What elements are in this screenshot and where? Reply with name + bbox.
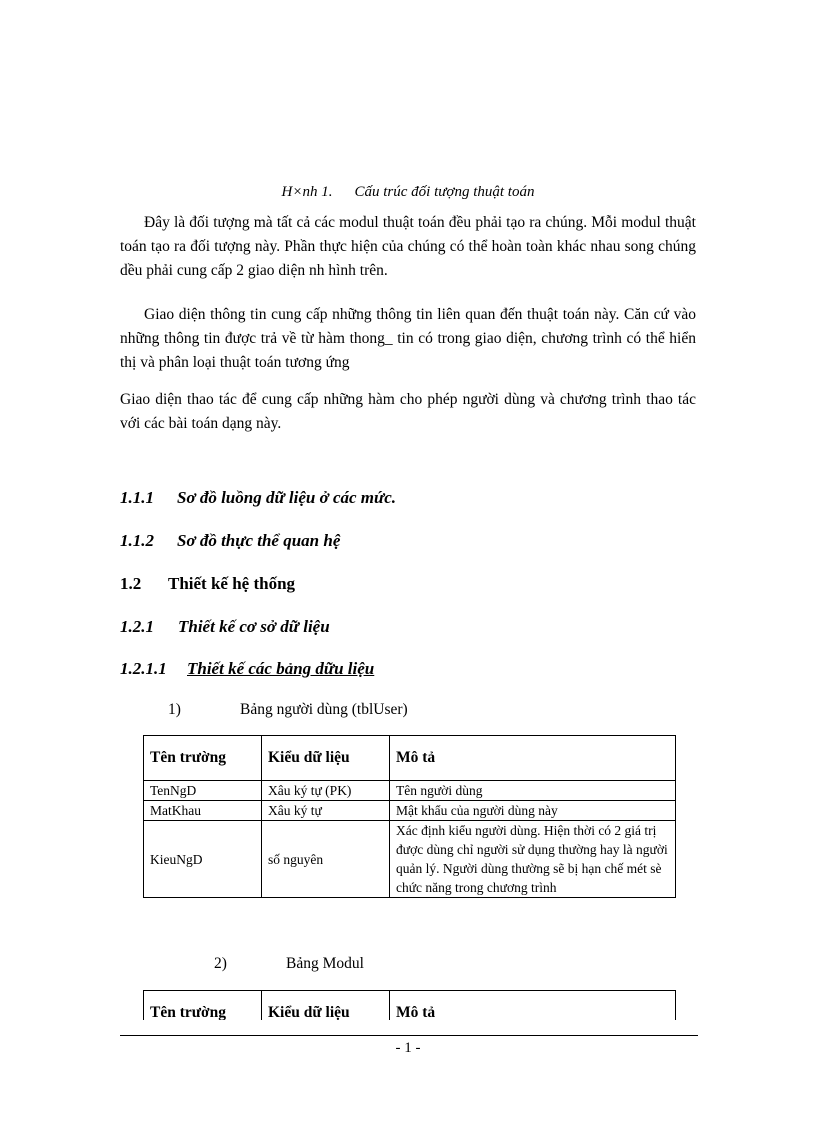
heading-number: 1.2	[120, 574, 142, 593]
list-text: Bảng người dùng (tblUser)	[240, 701, 408, 718]
footer-divider	[120, 1035, 698, 1036]
heading-text: Sơ đồ thực thể quan hệ	[177, 531, 341, 550]
modul-table	[143, 990, 676, 1020]
list-text: Bảng Modul	[286, 955, 364, 972]
table-header-cell: Tên trường	[144, 736, 262, 781]
table-row	[144, 781, 676, 801]
figure-caption-text: Cấu trúc đối tượng thuật toán	[354, 184, 535, 200]
table-header-cell: Tên trường	[144, 991, 262, 1021]
heading-1-2	[120, 574, 295, 594]
modul-table-fragment	[140, 990, 685, 1020]
heading-number: 1.2.1	[120, 617, 154, 636]
figure-caption	[0, 184, 816, 201]
heading-number: 1.1.2	[120, 531, 154, 550]
table-header-cell: Kiểu dữ liệu	[262, 736, 390, 781]
heading-text: Thiết kế các bảng dữu liệu	[187, 659, 375, 678]
table-row	[144, 821, 676, 898]
table-cell: số nguyên	[262, 821, 390, 898]
table-cell: MatKhau	[144, 801, 262, 821]
page-number: - 1 -	[395, 1040, 421, 1056]
heading-number: 1.2.1.1	[120, 659, 167, 678]
list-item-1	[168, 701, 408, 719]
table-cell: Xâu ký tự (PK)	[262, 781, 390, 801]
table-header-row	[144, 991, 676, 1021]
heading-1-1-1	[120, 488, 396, 508]
paragraph-3: Giao diện thao tác để cung cấp những hàm cho phép người dùng và chương trình thao tác với các bài toán dạng này.	[120, 391, 696, 432]
table-cell: TenNgD	[144, 781, 262, 801]
list-item-2	[214, 955, 364, 973]
paragraph-1: Đây là đối tượng mà tất cả các modul thuật toán đều phải tạo ra chúng. Mỗi modul thuật toán tạo ra đối tượng này. Phần thực hiện của chúng có thể hoàn toàn khác nhau song chúng dều phải cung cấp 2 giao diện nh hình trên.	[120, 214, 696, 279]
table-header-cell: Mô tả	[390, 736, 676, 781]
heading-number: 1.1.1	[120, 488, 154, 507]
heading-1-1-2	[120, 531, 340, 551]
list-number: 2)	[214, 955, 227, 972]
heading-text: Thiết kế cơ sở dữ liệu	[178, 617, 330, 636]
table-header-cell: Kiểu dữ liệu	[262, 991, 390, 1021]
table-cell: KieuNgD	[144, 821, 262, 898]
table-cell: Xác định kiểu người dùng. Hiện thời có 2 giá trị được dùng chỉ người sử dụng thường hay là người quản lý. Người dùng thường sẽ bị hạn chế mét sè chức năng trong chương trình	[390, 821, 676, 898]
user-table	[143, 735, 676, 898]
table-header-row	[144, 736, 676, 781]
table-cell: Tên người dùng	[390, 781, 676, 801]
list-number: 1)	[168, 701, 181, 718]
heading-text: Sơ đồ luồng dữ liệu ở các mức.	[177, 488, 397, 507]
table-cell: Mật khẩu của người dùng này	[390, 801, 676, 821]
heading-text: Thiết kế hệ thống	[168, 574, 296, 593]
table-row	[144, 801, 676, 821]
paragraph-2: Giao diện thông tin cung cấp những thông tin liên quan đến thuật toán này. Căn cứ vào những thông tin được trả về từ hàm thong_ tin có trong giao diện, chương trình có thể hiển thị và phân loại thuật toán tương ứng	[120, 306, 696, 371]
figure-number: H×nh 1.	[281, 184, 333, 200]
table-header-cell: Mô tả	[390, 991, 676, 1021]
heading-1-2-1-1	[120, 659, 374, 679]
table-cell: Xâu ký tự	[262, 801, 390, 821]
heading-1-2-1	[120, 617, 330, 637]
